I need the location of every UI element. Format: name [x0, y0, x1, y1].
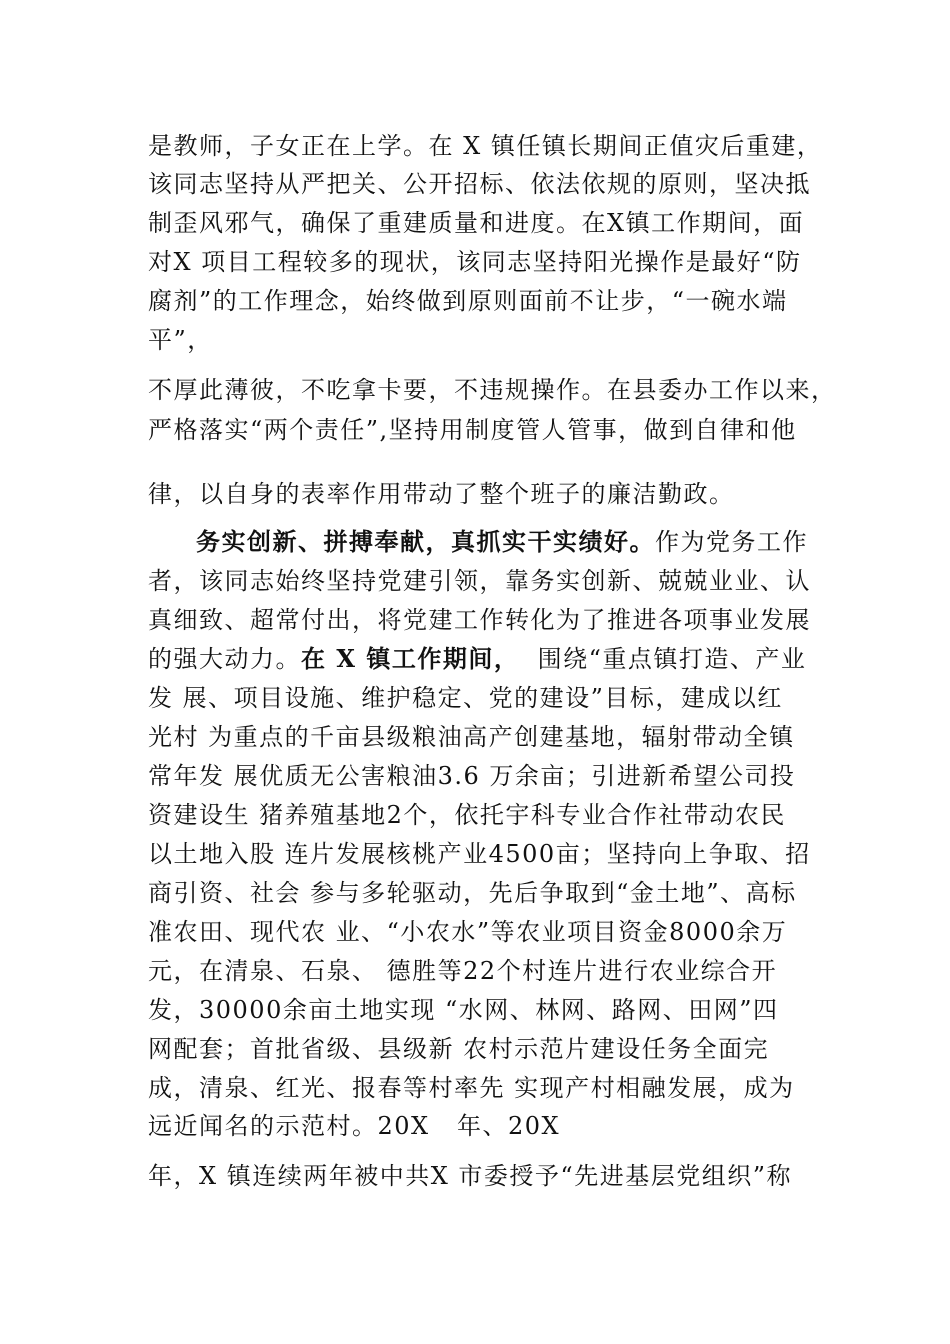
- text-line: 准农田、现代农 业、“小农水”等农业项目资金8000余万: [148, 918, 788, 946]
- text-line: 发，30000余亩土地实现 “水网、林网、路网、田网”四: [148, 996, 779, 1024]
- text-span: 的强大动力。: [148, 645, 301, 673]
- bold-phrase: 在 X 镇工作期间，: [301, 644, 520, 673]
- text-line: 网配套；首批省级、县级新 农村示范片建设任务全面完: [148, 1035, 770, 1063]
- text-line: 者，该同志始终坚持党建引领，靠务实创新、兢兢业业、认: [148, 567, 811, 595]
- section-heading-line: [196, 524, 808, 560]
- text-line: 腐剂”的工作理念，始终做到原则面前不让步，“一碗水端: [148, 287, 788, 315]
- text-line: 平”，: [148, 326, 213, 354]
- text-line: 发 展、项目设施、维护稳定、党的建设”目标，建成以红: [148, 684, 783, 712]
- text-line: 年，X 镇连续两年被中共X 市委授予“先进基层党组织”称: [148, 1162, 792, 1190]
- text-line: 对X 项目工程较多的现状，该同志坚持阳光操作是最好“防: [148, 248, 802, 276]
- text-line: 常年发 展优质无公害粮油3.6 万余亩；引进新希望公司投: [148, 762, 796, 790]
- text-line: 光村 为重点的千亩县级粮油高产创建基地，辐射带动全镇: [148, 723, 795, 751]
- section-heading: 务实创新、拼搏奉献，真抓实干实绩好。: [196, 527, 655, 556]
- text-line: 元，在清泉、石泉、 德胜等22个村连片进行农业综合开: [148, 957, 778, 985]
- text-line: 制歪风邪气，确保了重建质量和进度。在X镇工作期间，面: [148, 209, 805, 237]
- section-heading-rest: 作为党务工作: [655, 528, 808, 556]
- text-line: 商引资、社会 参与多轮驱动，先后争取到“金土地”、高标: [148, 879, 797, 907]
- text-line: 远近闻名的示范村。20X 年、20X: [148, 1112, 561, 1140]
- text-line: 资建设生 猪养殖基地2个，依托宇科专业合作社带动农民: [148, 801, 786, 829]
- text-line: 不厚此薄彼，不吃拿卡要，不违规操作。在县委办工作以来，: [148, 376, 837, 404]
- text-line: 真细致、超常付出，将党建工作转化为了推进各项事业发展: [148, 606, 811, 634]
- text-line: 严格落实“两个责任”,坚持用制度管人管事，做到自律和他: [148, 416, 797, 444]
- text-line-with-bold: [148, 641, 806, 677]
- text-line: 是教师，子女正在上学。在 X 镇任镇长期间正值灾后重建，: [148, 132, 823, 160]
- text-line: 该同志坚持从严把关、公开招标、依法依规的原则，坚决抵: [148, 170, 811, 198]
- text-line: 成，清泉、红光、报春等村率先 实现产村相融发展，成为: [148, 1074, 795, 1102]
- text-line: 律，以自身的表率作用带动了整个班子的廉洁勤政。: [148, 480, 735, 508]
- text-line: 以土地入股 连片发展核桃产业4500亩；坚持向上争取、招: [148, 840, 811, 868]
- text-span: 围绕“重点镇打造、产业: [519, 645, 807, 673]
